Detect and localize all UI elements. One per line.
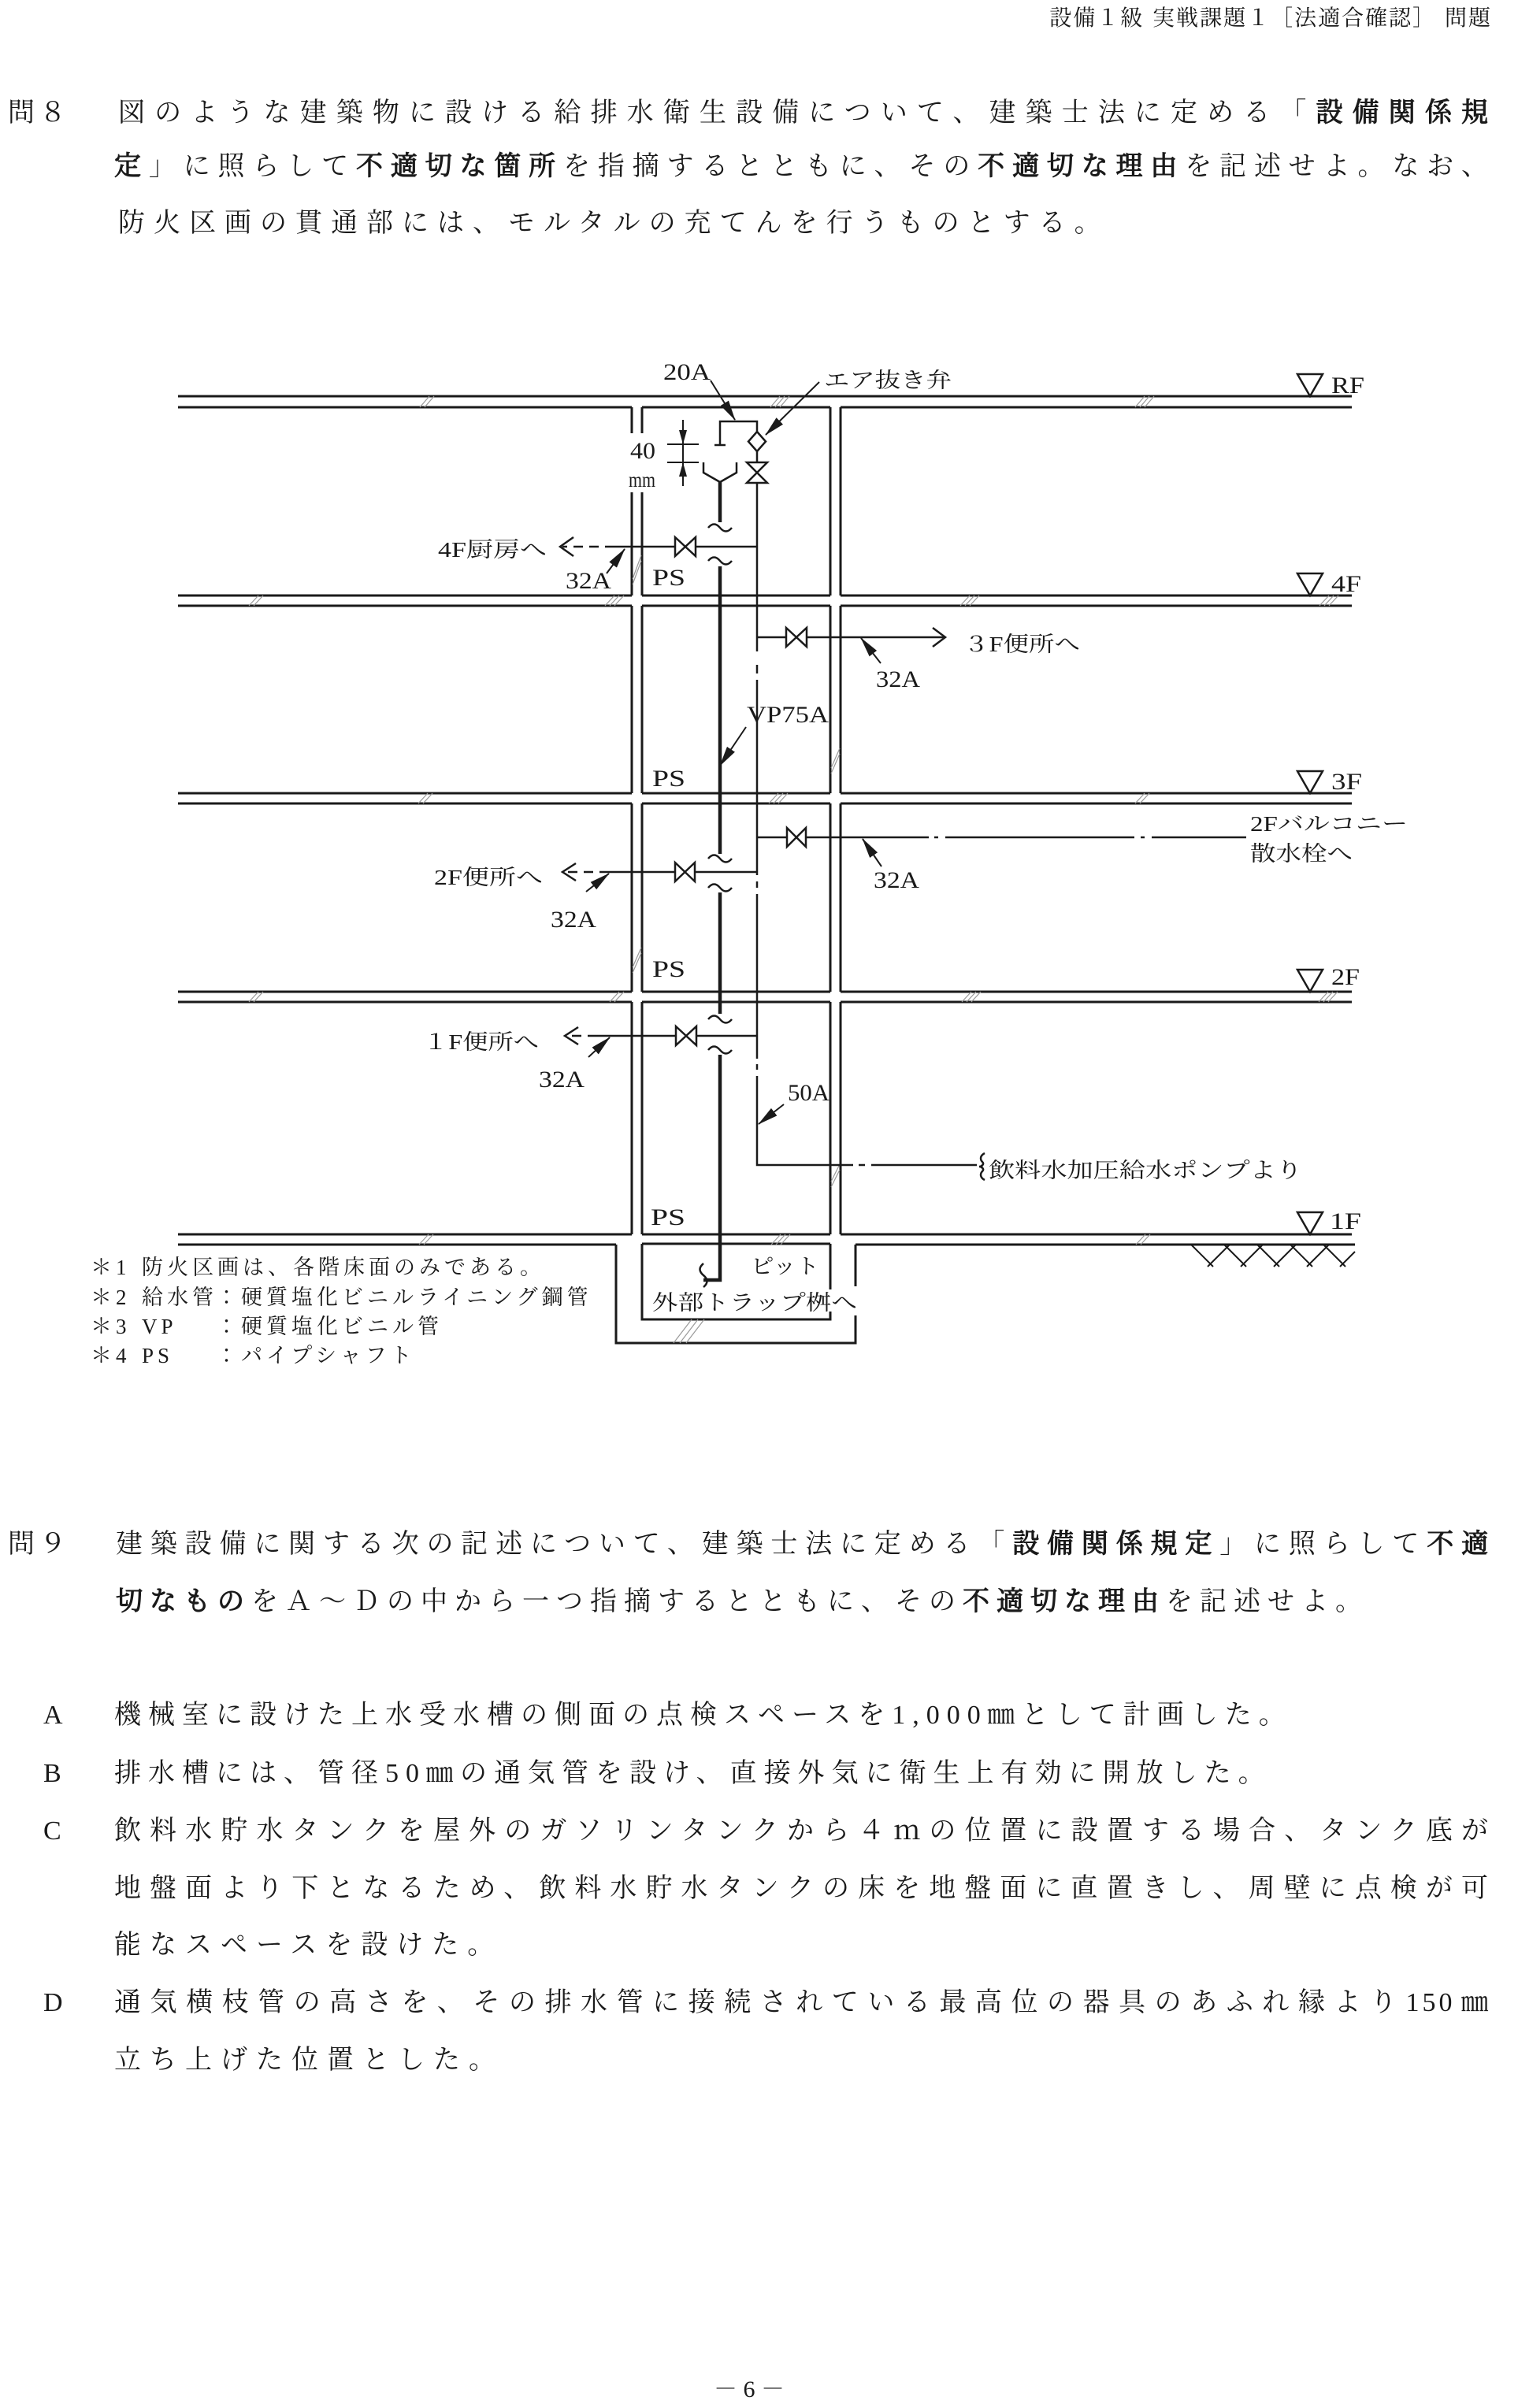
break-mark-icon: [700, 525, 733, 1288]
note-desc: ：硬質塩化ビニル管: [216, 1315, 443, 1338]
note-text: 防火区画は、各階床面のみである。: [142, 1256, 545, 1279]
discharge-pipe-size-label: 20A: [663, 359, 711, 385]
slab-hatching: [249, 396, 1338, 1343]
note-mark: ＊1: [91, 1256, 131, 1279]
option-text: 能なスペースを設けた。: [114, 1931, 503, 1960]
supply-riser-size: 50A: [788, 1080, 830, 1106]
option-text: 地盤面より下となるため、飲料水貯水タンクの床を地盤面に直置きし、周壁に点検が可: [114, 1874, 1491, 1903]
text-run: 防火区画の貫通部には、モルタルの充てんを行うものとする。: [118, 209, 1110, 238]
level-label-1f: 1F: [1330, 1208, 1361, 1234]
note-term: 給水管: [142, 1286, 217, 1309]
level-triangle-icon: [1297, 771, 1323, 793]
branch-1f-toilet-destination: １F便所へ: [423, 1030, 539, 1054]
note-term: PS: [142, 1344, 174, 1367]
branch-valves: [675, 537, 807, 1045]
text-run: を記述せよ。: [1166, 1587, 1369, 1616]
level-triangle-icon: [1297, 374, 1323, 396]
page-number: － 6 －: [714, 2376, 785, 2402]
page-header-title: 設備１級 実戦課題１［法適合確認］ 問題: [1049, 5, 1492, 31]
break-brace-icon: [979, 1153, 985, 1180]
ground-hatch: [1191, 1245, 1355, 1267]
text-run: 」に照らして: [1219, 1530, 1427, 1559]
air-vent-valve-icon: [748, 432, 766, 451]
text-run: を記述せよ。なお、: [1185, 152, 1492, 181]
gate-valve-icon: [747, 462, 767, 483]
leader-lines: [586, 380, 881, 1124]
pipe-shaft-label: PS: [652, 766, 685, 792]
option-text: 機械室に設けた上水受水槽の側面の点検スペースを1,000㎜として計画した。: [114, 1701, 1293, 1730]
level-label-4f: 4F: [1331, 571, 1361, 597]
text-run: 」に照らして: [148, 152, 356, 181]
text-run: 図のような建築物に設ける給排水衛生設備について、建築士法に定める「: [118, 98, 1316, 128]
building-structure: [178, 396, 1355, 1343]
drain-funnel-icon: [703, 462, 737, 482]
valve-icon: [675, 537, 696, 556]
emphasis-run: 不適切な理由: [978, 150, 1186, 182]
question-9-line-1: [116, 1528, 1491, 1560]
level-triangle-icon: [1297, 573, 1323, 596]
option-text: 通気横枝管の高さを、その排水管に接続されている最高位の器具のあふれ縁より150㎜: [114, 1988, 1491, 2017]
valve-icon: [675, 863, 695, 881]
branch-balcony-destination-1: 2Fバルコニー: [1250, 812, 1408, 836]
emphasis-run: 定: [114, 150, 149, 182]
text-run: を指摘するとともに、その: [563, 152, 978, 181]
air-gap-unit: mm: [629, 468, 655, 492]
pit-label: ピット: [751, 1255, 819, 1278]
option-letter: C: [43, 1816, 61, 1846]
valve-icon: [787, 828, 806, 847]
option-text: 飲料水貯水タンクを屋外のガソリンタンクから４ｍの位置に設置する場合、タンク底が: [114, 1816, 1491, 1846]
floor-slab-1f: [178, 1234, 1355, 1245]
drain-riser: [700, 462, 737, 1287]
note-desc: ：硬質塩化ビニルライニング鋼管: [216, 1286, 592, 1309]
air-gap-value: 40: [630, 438, 655, 464]
emphasis-run: 切なもの: [116, 1586, 251, 1617]
pipe-shaft-walls: [632, 407, 841, 1234]
floor-slab-4f: [178, 596, 1352, 606]
level-label-rf: RF: [1331, 373, 1364, 399]
level-label-2f: 2F: [1331, 964, 1360, 990]
question-9-label: 問９: [8, 1528, 71, 1560]
emphasis-run: 設備関係規: [1316, 97, 1492, 128]
text-run: 建築設備に関する次の記述について、建築士法に定める「: [116, 1530, 1013, 1559]
valve-icon: [786, 628, 807, 647]
branch-4f-destination: 4F厨房へ: [438, 538, 547, 562]
note-mark: ＊4: [91, 1344, 131, 1367]
floor-slab-2f: [178, 992, 1352, 1002]
note-term: VP: [142, 1315, 177, 1338]
branch-2f-toilet-size: 32A: [551, 907, 597, 933]
branch-4f-size: 32A: [566, 568, 612, 594]
option-letter: A: [43, 1701, 63, 1730]
pipe-shaft-label: PS: [651, 1204, 685, 1230]
branch-2f-toilet-destination: 2F便所へ: [434, 866, 543, 889]
branch-3f-size: 32A: [876, 666, 921, 692]
air-gap-dimension: [667, 420, 699, 486]
question-9-line-2: [116, 1586, 1369, 1617]
option-text: 排水槽には、管径50㎜の通気管を設け、直接外気に衛生上有効に開放した。: [114, 1759, 1272, 1788]
note-mark: ＊3: [91, 1315, 131, 1338]
roof-slab: [178, 396, 1352, 407]
floor-slab-3f: [178, 793, 1352, 803]
drain-riser-label: VP75A: [747, 702, 830, 728]
supply-riser: [757, 483, 977, 1165]
level-label-3f: 3F: [1331, 769, 1362, 795]
option-letter: D: [43, 1988, 63, 2017]
level-triangle-icon: [1297, 1212, 1323, 1234]
text-run: をＡ～Ｄの中から一つ指摘するとともに、その: [251, 1587, 963, 1616]
valve-icon: [676, 1026, 696, 1045]
emphasis-run: 不適: [1427, 1528, 1492, 1560]
emphasis-run: 不適切な理由: [963, 1586, 1166, 1617]
branch-1f-toilet-size: 32A: [539, 1067, 585, 1093]
supply-source-label: 飲料水加圧給水ポンプより: [989, 1159, 1302, 1182]
emphasis-run: 不適切な箇所: [355, 150, 564, 182]
branch-balcony-destination-2: 散水栓へ: [1250, 842, 1353, 866]
pipe-shaft-label: PS: [652, 956, 685, 982]
note-desc: ：パイプシャフト: [216, 1344, 416, 1367]
question-8-label: 問８: [8, 97, 71, 128]
emphasis-run: 設備関係規定: [1012, 1528, 1220, 1560]
option-letter: B: [43, 1759, 61, 1788]
option-text: 立ち上げた位置とした。: [114, 2046, 504, 2075]
air-vent-valve-label: エア抜き弁: [824, 369, 952, 392]
note-mark: ＊2: [91, 1286, 131, 1309]
level-triangle-icon: [1297, 970, 1323, 992]
drain-outlet-label: 外部トラップ桝へ: [652, 1291, 857, 1315]
pipe-shaft-label: PS: [652, 565, 685, 591]
branch-3f-destination: ３F便所へ: [963, 633, 1080, 656]
branch-balcony-size: 32A: [874, 867, 920, 893]
air-vent-assembly: [714, 421, 767, 483]
